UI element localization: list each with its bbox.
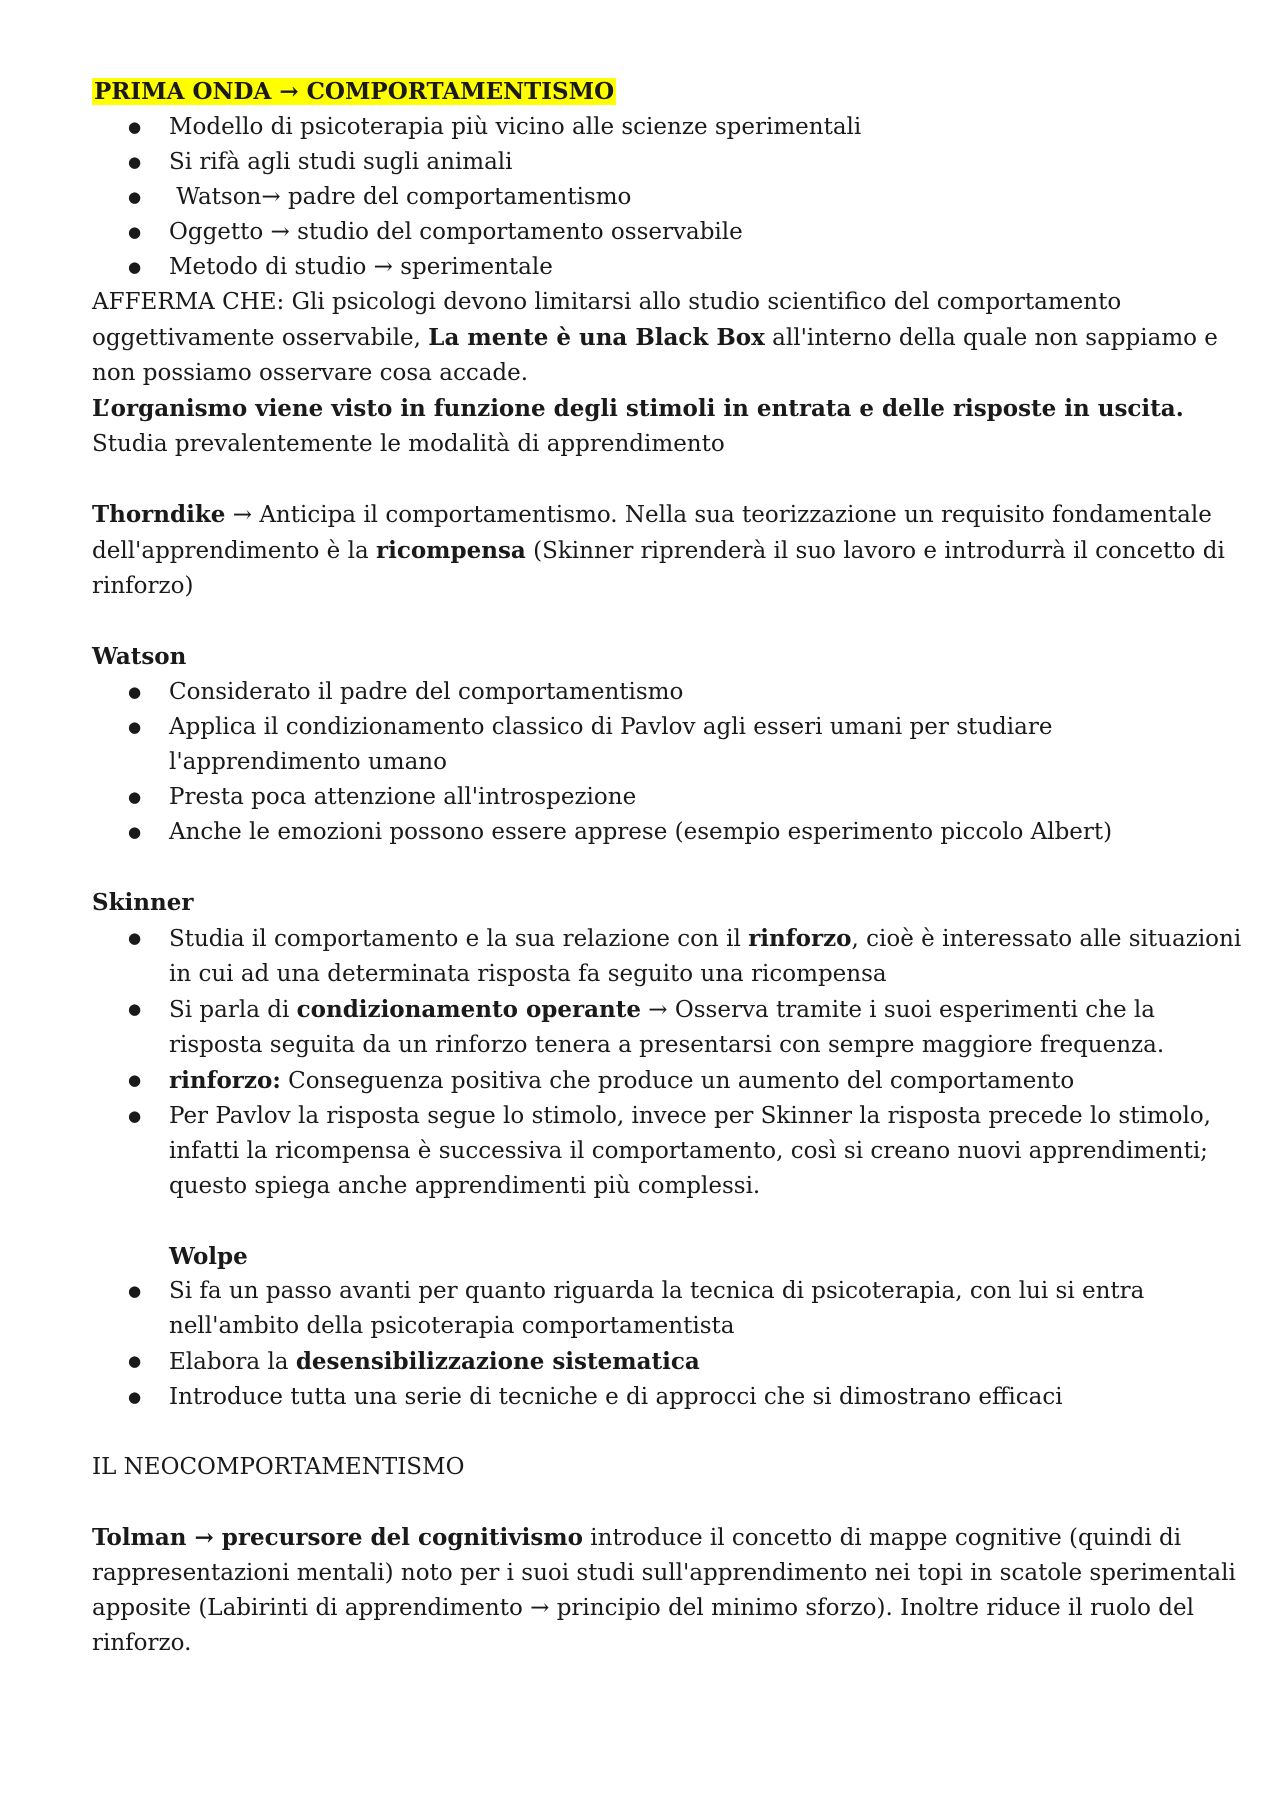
spacer — [92, 604, 1242, 639]
tolman-text: introduce il concetto di mappe cognitive (quindi di rappresentazioni mentali) noto per i suoi studi sull'apprendimento nei topi in scatole sperimentali apposite (Labirinti di apprendimento → principio del minimo sforzo). Inoltre riduce il ruolo del rinforzo. — [92, 1525, 1236, 1656]
list-item: ● Metodo di studio → sperimentale — [92, 250, 1242, 285]
list-item: ● Presta poca attenzione all'introspezione — [92, 780, 1242, 815]
afferma-paragraph — [92, 285, 1242, 391]
item-text: → Osserva tramite i suoi esperimenti che la risposta seguita da un rinforzo tenera a presentarsi con sempre maggiore frequenza. — [169, 997, 1165, 1058]
watson-bullet-list — [92, 675, 1242, 850]
afferma-text: AFFERMA CHE: Gli psicologi devono limitarsi allo studio scientifico del comportamento oggettivamente osservabile, — [92, 289, 1122, 351]
afferma-text-cont: all'interno della quale non sappiamo e non possiamo osservare cosa accade. — [92, 325, 1218, 386]
studia-paragraph: Studia prevalentemente le modalità di apprendimento — [92, 431, 725, 457]
skinner-heading-text: Skinner — [92, 889, 194, 916]
list-item: ● Considerato il padre del comportamentismo — [92, 675, 1242, 710]
list-item: ● Applica il condizionamento classico di Pavlov agli esseri umani per studiare l'apprendimento umano — [92, 710, 1242, 780]
highlighted-title: PRIMA ONDA → COMPORTAMENTISMO — [94, 78, 615, 105]
organismo-paragraph — [92, 391, 1242, 427]
tolman-bold: Tolman → precursore del cognitivismo — [92, 1524, 583, 1551]
thorndike-bold: ricompensa — [375, 537, 526, 564]
organismo-bold: L’organismo viene visto in funzione degli stimoli in entrata e delle risposte in uscita. — [92, 395, 1184, 422]
list-item: ● Oggetto → studio del comportamento osservabile — [92, 215, 1242, 250]
afferma-bold: La mente è una Black Box — [428, 324, 765, 351]
list-item: ● Introduce tutta una serie di tecniche e di approcci che si dimostrano efficaci — [92, 1380, 1242, 1415]
item-bold: condizionamento operante — [296, 996, 641, 1023]
watson-heading — [92, 639, 1242, 675]
list-item: ● Si fa un passo avanti per quanto riguarda la tecnica di psicoterapia, con lui si entra nell'ambito della psicoterapia comportamentista — [92, 1274, 1242, 1344]
wolpe-bullet-list — [92, 1274, 1242, 1415]
thorndike-text-cont: (Skinner riprenderà il suo lavoro e introdurrà il concetto di rinforzo) — [92, 538, 1225, 599]
tolman-paragraph — [92, 1520, 1242, 1661]
list-item — [92, 1344, 1242, 1380]
spacer — [92, 462, 1242, 497]
item-text: Conseguenza positiva che produce un aumento del comportamento — [280, 1068, 1075, 1094]
thorndike-name: Thorndike — [92, 501, 226, 528]
list-item — [92, 1063, 1242, 1099]
list-item: ● Watson→ padre del comportamentismo — [92, 180, 1242, 215]
item-text: Si parla di — [169, 997, 297, 1023]
spacer — [92, 1204, 1242, 1239]
item-text: Elabora la — [169, 1349, 296, 1375]
item-bold: rinforzo — [748, 925, 852, 952]
section-title — [92, 74, 1242, 110]
list-item: ● Per Pavlov la risposta segue lo stimolo, invece per Skinner la risposta precede lo stimolo, infatti la ricompensa è successiva il comportamento, così si creano nuovi apprendimenti; questo spiega anche apprendimenti più complessi. — [92, 1099, 1242, 1204]
thorndike-text: → Anticipa il comportamentismo. Nella sua teorizzazione un requisito fondamentale dell'apprendimento è la — [92, 502, 1212, 564]
skinner-bullet-list — [92, 921, 1242, 1204]
item-text: Studia il comportamento e la sua relazione con il — [169, 926, 749, 952]
item-bold: desensibilizzazione sistematica — [295, 1348, 700, 1375]
spacer — [92, 1485, 1242, 1520]
spacer — [92, 1415, 1242, 1450]
list-item — [92, 992, 1242, 1063]
document-page — [92, 74, 1242, 1661]
wolpe-heading: Wolpe — [169, 1243, 248, 1270]
intro-bullet-list — [92, 110, 1242, 285]
skinner-heading — [92, 885, 1242, 921]
list-item — [92, 921, 1242, 992]
list-item: ● Anche le emozioni possono essere apprese (esempio esperimento piccolo Albert) — [92, 815, 1242, 850]
item-text: , cioè è interessato alle situazioni in cui ad una determinata risposta fa seguito una ricompensa — [169, 926, 1242, 987]
list-item: ● Si rifà agli studi sugli animali — [92, 145, 1242, 180]
thorndike-paragraph — [92, 497, 1242, 604]
neo-heading: IL NEOCOMPORTAMENTISMO — [92, 1454, 465, 1480]
item-bold: rinforzo: — [169, 1067, 281, 1094]
spacer — [92, 850, 1242, 885]
list-item: ● Modello di psicoterapia più vicino alle scienze sperimentali — [92, 110, 1242, 145]
watson-heading-text: Watson — [92, 643, 187, 670]
